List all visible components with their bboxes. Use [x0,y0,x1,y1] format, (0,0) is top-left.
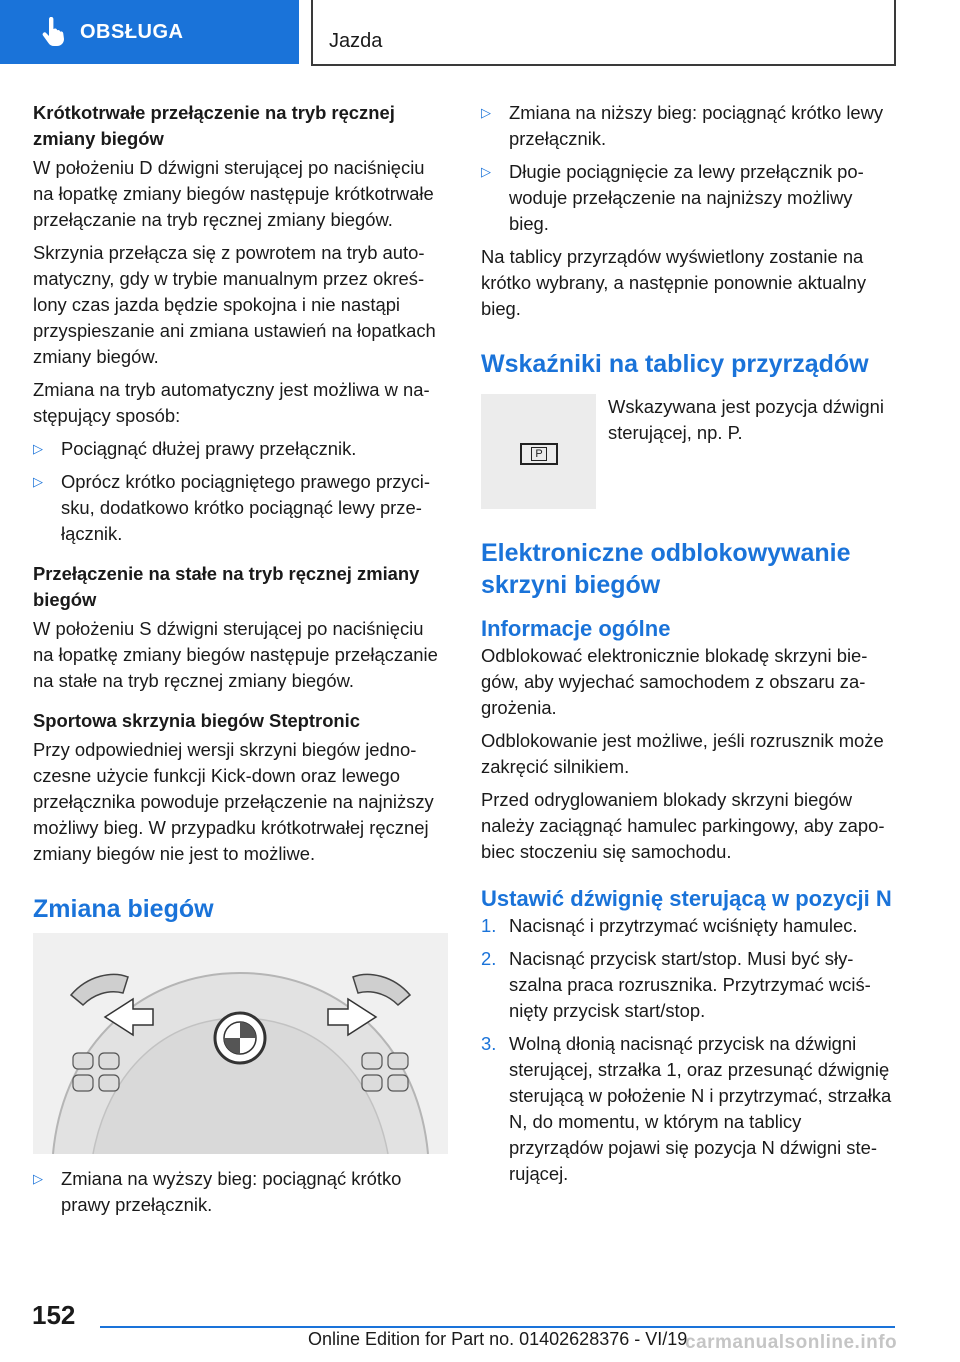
heading-manual-short: Krótkotrwałe przełączenie na tryb ręcznej zmiany biegów [33,102,395,149]
heading-general-info: Informacje ogólne [481,616,671,641]
gear-position-label: P [531,447,546,461]
list-item [33,469,449,547]
heading-gear-change: Zmiana biegów [33,895,214,923]
list-item [481,913,896,939]
triangle-bullet-icon: ▷ [33,1171,43,1186]
step-text: Nacisnąć i przytrzymać wciśnięty hamulec. [509,915,858,936]
steering-wheel-illustration [33,933,448,1154]
triangle-bullet-icon: ▷ [33,474,43,489]
list-item [481,100,896,152]
paragraph: W położeniu D dźwigni sterującej po naciśnięciu na łopatkę zmiany biegów następuje krótkotrwałe przełączanie na tryb ręcznej zmiany biegów. [33,157,434,230]
right-column [481,100,896,1194]
list-item [481,1031,896,1187]
paragraph: Przed odryglowaniem blokady skrzyni biegów należy zaciągnąć hamulec parkingowy, aby zapobiec stoczeniu się samochodu. [481,789,885,862]
paragraph: Odblokowanie jest możliwe, jeśli rozrusznik może zakręcić silnikiem. [481,730,884,777]
paragraph: W położeniu S dźwigni sterującej po naciśnięciu na łopatkę zmiany biegów następuje przełączanie na stałe na tryb ręcznej zmiany biegów. [33,618,438,691]
triangle-bullet-icon: ▷ [33,441,43,456]
gear-position-display [520,443,558,465]
heading-sport-steptronic: Sportowa skrzynia biegów Steptronic [33,710,360,731]
watermark: carmanualsonline.info [685,1332,898,1353]
list-item [33,1166,449,1218]
instrument-cluster-image [481,394,596,509]
heading-set-neutral: Ustawić dźwignię sterującą w pozycji N [481,886,892,911]
triangle-bullet-icon: ▷ [481,105,491,120]
list-item-text: Długie pociągnięcie za lewy przełącznik powoduje przełączenie na najniższy możliwy bieg. [509,161,864,234]
list-item-text: Zmiana na niższy bieg: pociągnąć krótko lewy przełącznik. [509,102,884,149]
cluster-description: Wskazywana jest pozycja dźwigni sterującej, np. P. [608,396,884,443]
step-number: 1. [481,915,497,936]
hand-pointer-icon [40,17,66,47]
steering-wheel-drawing [33,933,448,1154]
paragraph: Zmiana na tryb automatyczny jest możliwa w następujący sposób: [33,379,430,426]
step-text: Nacisnąć przycisk start/stop. Musi być słyszalna praca rozrusznika. Przytrzymać wciśnięty przycisk start/stop. [509,948,871,1021]
page-number: 152 [32,1300,76,1330]
section-tab-label: OBSŁUGA [80,20,184,43]
paragraph: Odblokować elektronicznie blokadę skrzyni biegów, aby wyjechać samochodem z obszaru zagrożenia. [481,645,868,718]
cluster-figure-row [481,394,896,509]
step-text: Wolną dłonią nacisnąć przycisk na dźwigni sterującej, strzałka 1, oraz przesunąć dźwignię sterującą w położenie N i przytrzymać, strzałka N, do momentu, w którym na tablicy przyrządów pojawi się pozycja N dźwigni sterującej. [509,1033,892,1184]
paragraph: Skrzynia przełącza się z powrotem na tryb automatyczny, gdy w trybie manualnym przez określony czas jazda będzie spokojna i nie nastąpi przyspieszanie ani zmiana ustawień na łopatkach zmiany biegów. [33,242,436,367]
edition-info: Online Edition for Part no. 01402628376 - VI/19 [308,1329,688,1349]
chapter-header [311,0,896,66]
step-number: 3. [481,1033,497,1054]
paragraph: Na tablicy przyrządów wyświetlony zostanie na krótko wybrany, a następnie ponownie aktualny bieg. [481,246,867,319]
chapter-title: Jazda [329,30,383,52]
heading-electronic-unlock: Elektroniczne odblokowywanie skrzyni biegów [481,539,851,599]
list-item [481,159,896,237]
heading-manual-perm: Przełączenie na stałe na tryb ręcznej zmiany biegów [33,563,420,610]
left-column [33,100,449,1225]
list-item-text: Oprócz krótko pociągniętego prawego przycisku, dodatkowo krótko pociągnąć lewy przełącznik. [61,471,431,544]
list-item [481,946,896,1024]
footer-divider [100,1326,895,1328]
heading-cluster-indicators: Wskaźniki na tablicy przyrządów [481,350,869,378]
list-item-text: Pociągnąć dłużej prawy przełącznik. [61,438,357,459]
paragraph: Przy odpowiedniej wersji skrzyni biegów jednoczesne użycie funkcji Kick-down oraz lewego przełącznika powoduje przełączenie na najniższy możliwy bieg. W przypadku krótkotrwałej ręcznej zmiany biegów nie jest to możliwe. [33,739,434,864]
list-item-text: Zmiana na wyższy bieg: pociągnąć krótko prawy przełącznik. [61,1168,402,1215]
triangle-bullet-icon: ▷ [481,164,491,179]
step-number: 2. [481,948,497,969]
section-tab [0,0,299,64]
list-item [33,436,449,462]
